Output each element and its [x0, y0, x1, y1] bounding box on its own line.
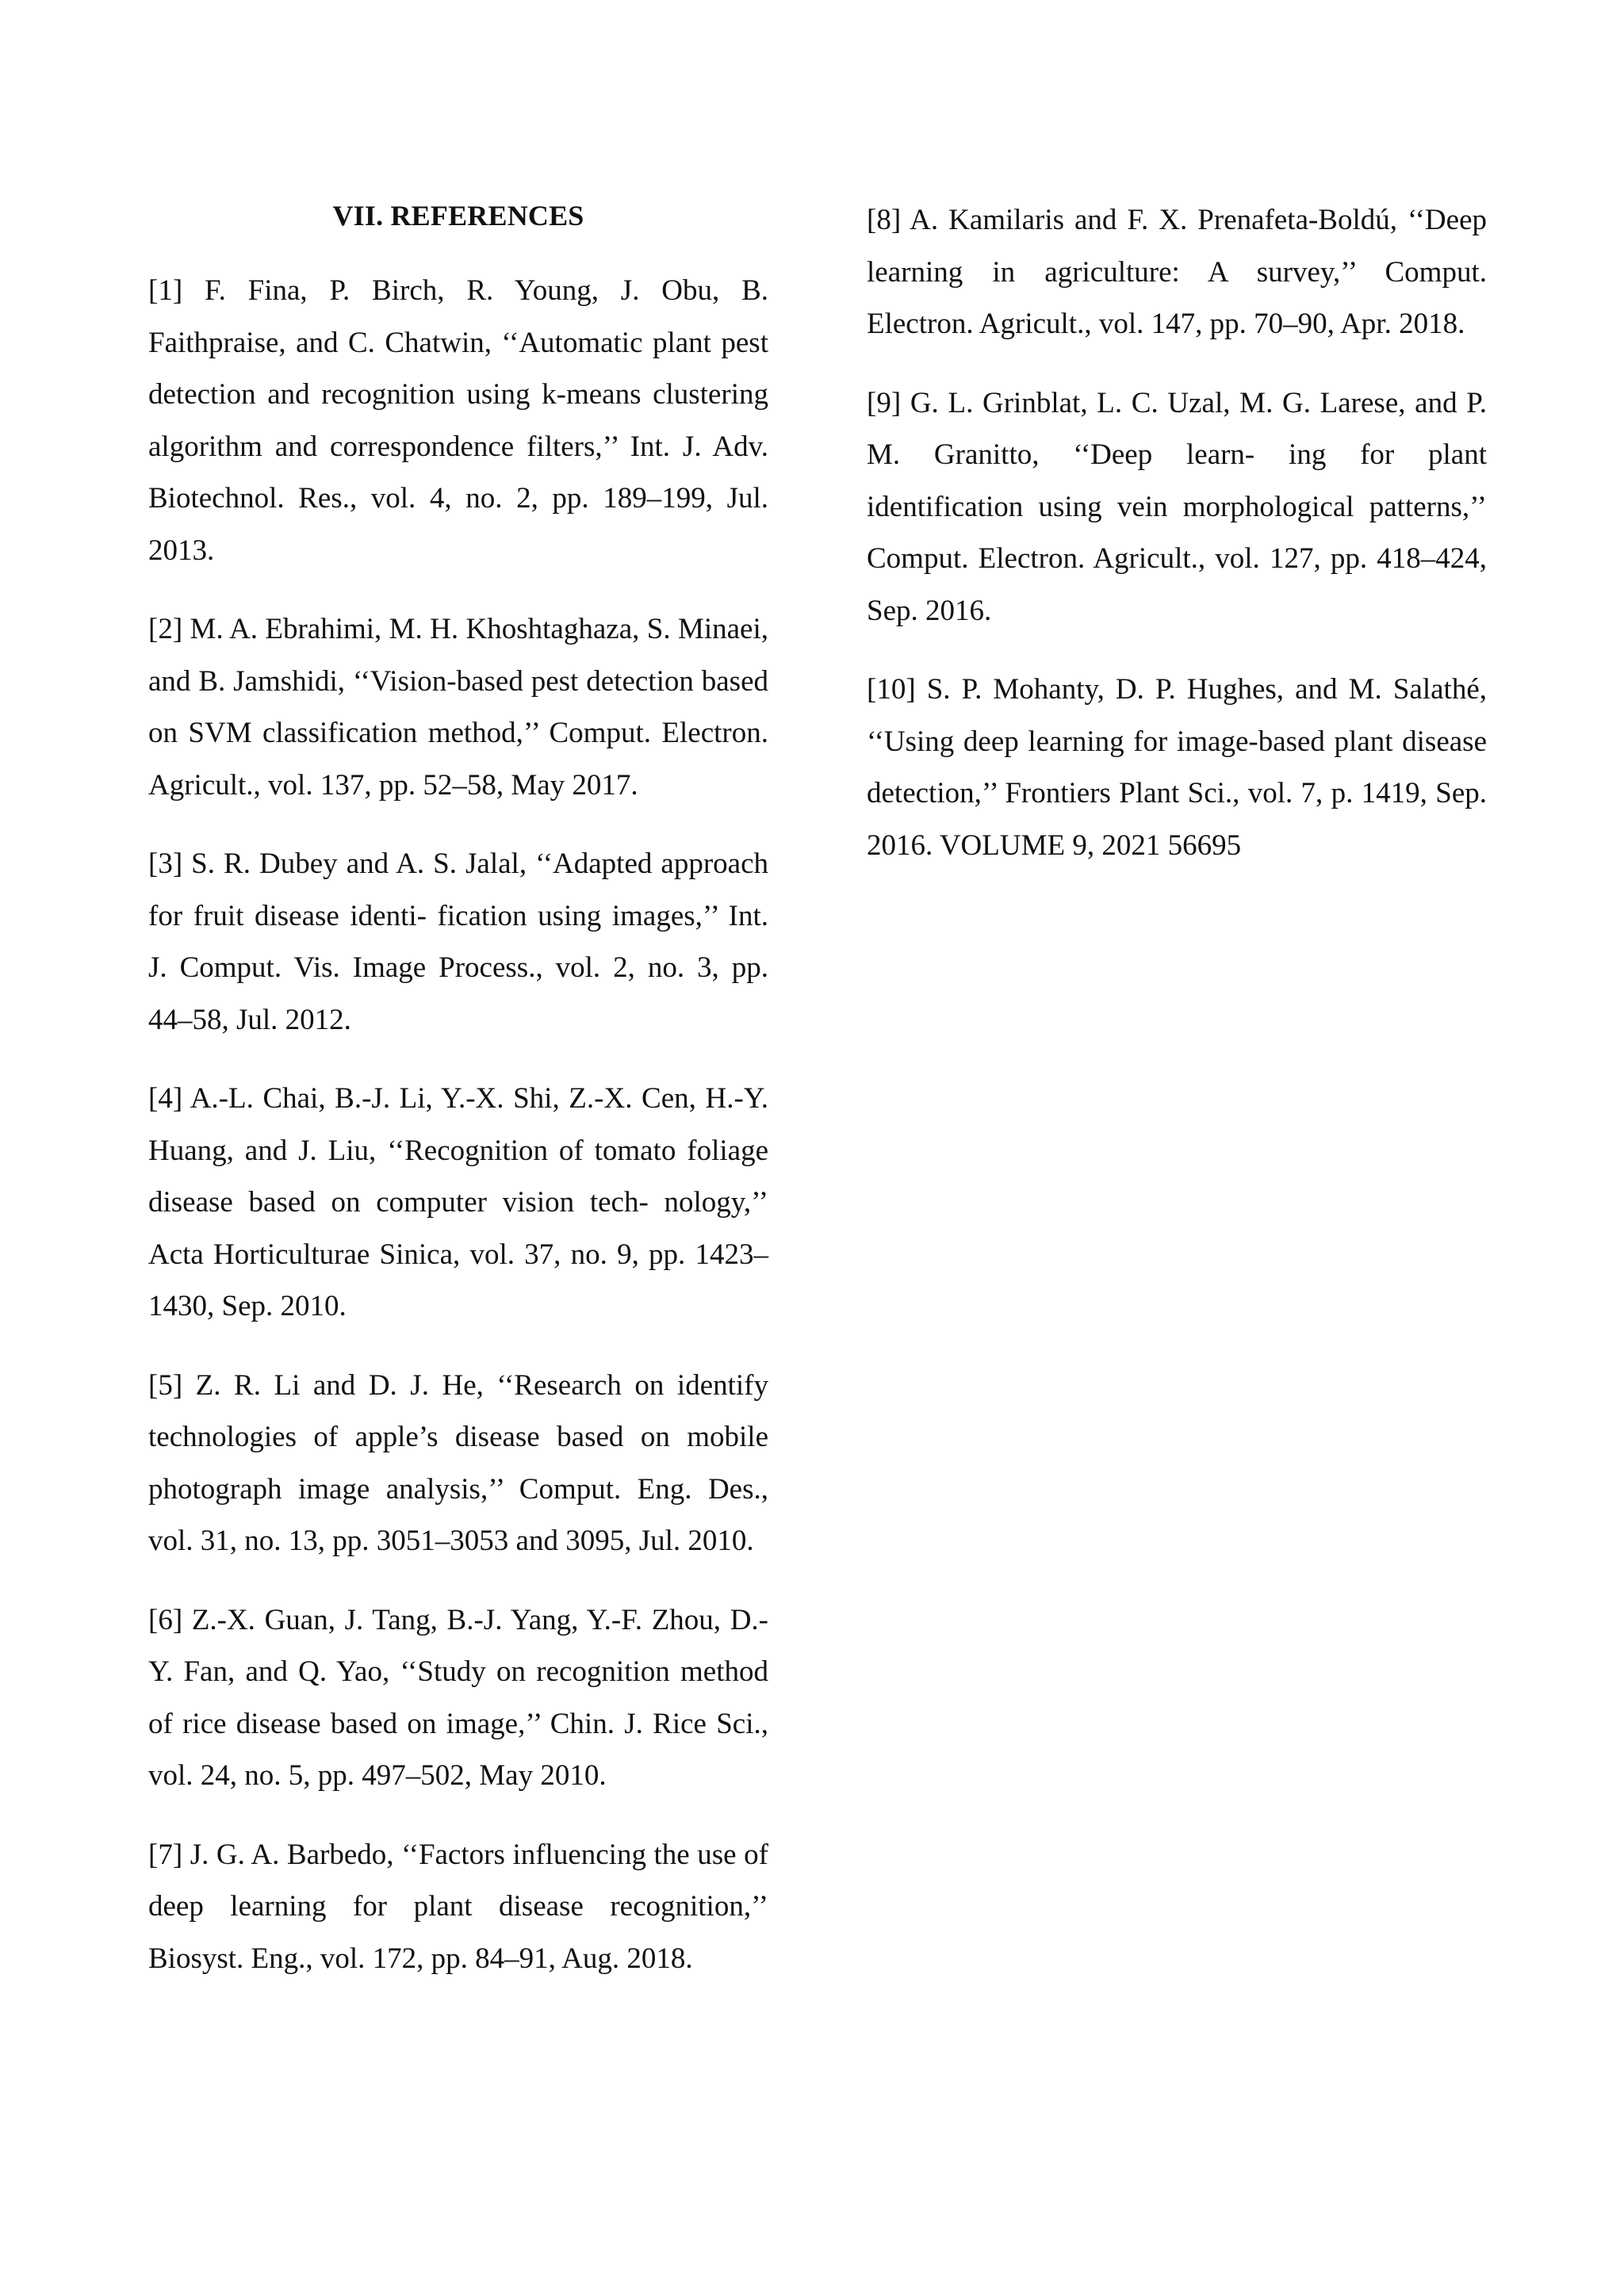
- reference-1: [1] F. Fina, P. Birch, R. Young, J. Obu, B. Faithpraise, and C. Chatwin, ‘‘Automatic plant pest detection and recognition using k-means clustering algorithm and correspondence filters,’’ Int. J. Adv. Biotechnol. Res., vol. 4, no. 2, pp. 189–199, Jul. 2013.: [148, 274, 768, 567]
- section-heading: VII. REFERENCES: [332, 200, 584, 232]
- reference-5: [5] Z. R. Li and D. J. He, ‘‘Research on identify technologies of apple’s disease based on mobile photograph image analysis,’’ Comput. Eng. Des., vol. 31, no. 13, pp. 3051–3053 and 3095, Jul. 2010.: [148, 1368, 768, 1557]
- reference-2: [2] M. A. Ebrahimi, M. H. Khoshtaghaza, S. Minaei, and B. Jamshidi, ‘‘Vision-based pest detection based on SVM classification method,’’ Comput. Electron. Agricult., vol. 137, pp. 52–58, May 2017.: [148, 613, 768, 802]
- reference-9: [9] G. L. Grinblat, L. C. Uzal, M. G. Larese, and P. M. Granitto, ‘‘Deep learn- ing for plant identification using vein morphological patterns,’’ Comput. Electron. Agricult., vol. 127, pp. 418–424, Sep. 2016.: [867, 386, 1487, 627]
- reference-7: [7] J. G. A. Barbedo, ‘‘Factors influencing the use of deep learning for plant disease recognition,’’ Biosyst. Eng., vol. 172, pp. 84–91, Aug. 2018.: [148, 1838, 768, 1975]
- left-column: [148, 194, 768, 2011]
- reference-10: [10] S. P. Mohanty, D. P. Hughes, and M. Salathé, ‘‘Using deep learning for image-based plant disease detection,’’ Frontiers Plant Sci., vol. 7, p. 1419, Sep. 2016. VOLUME 9, 2021 56695: [867, 673, 1487, 862]
- reference-3: [3] S. R. Dubey and A. S. Jalal, ‘‘Adapted approach for fruit disease identi- fication using images,’’ Int. J. Comput. Vis. Image Process., vol. 2, no. 3, pp. 44–58, Jul. 2012.: [148, 848, 768, 1036]
- reference-4: [4] A.-L. Chai, B.-J. Li, Y.-X. Shi, Z.-X. Cen, H.-Y. Huang, and J. Liu, ‘‘Recognition of tomato foliage disease based on computer vision tech- nology,’’ Acta Horticulturae Sinica, vol. 37, no. 9, pp. 1423–1430, Sep. 2010.: [148, 1082, 768, 1322]
- reference-8: [8] A. Kamilaris and F. X. Prenafeta-Boldú, ‘‘Deep learning in agriculture: A survey,’’ Comput. Electron. Agricult., vol. 147, pp. 70–90, Apr. 2018.: [867, 204, 1487, 340]
- reference-6: [6] Z.-X. Guan, J. Tang, B.-J. Yang, Y.-F. Zhou, D.-Y. Fan, and Q. Yao, ‘‘Study on recognition method of rice disease based on image,’’ Chin. J. Rice Sci., vol. 24, no. 5, pp. 497–502, May 2010.: [148, 1603, 768, 1792]
- right-column: [867, 194, 1487, 898]
